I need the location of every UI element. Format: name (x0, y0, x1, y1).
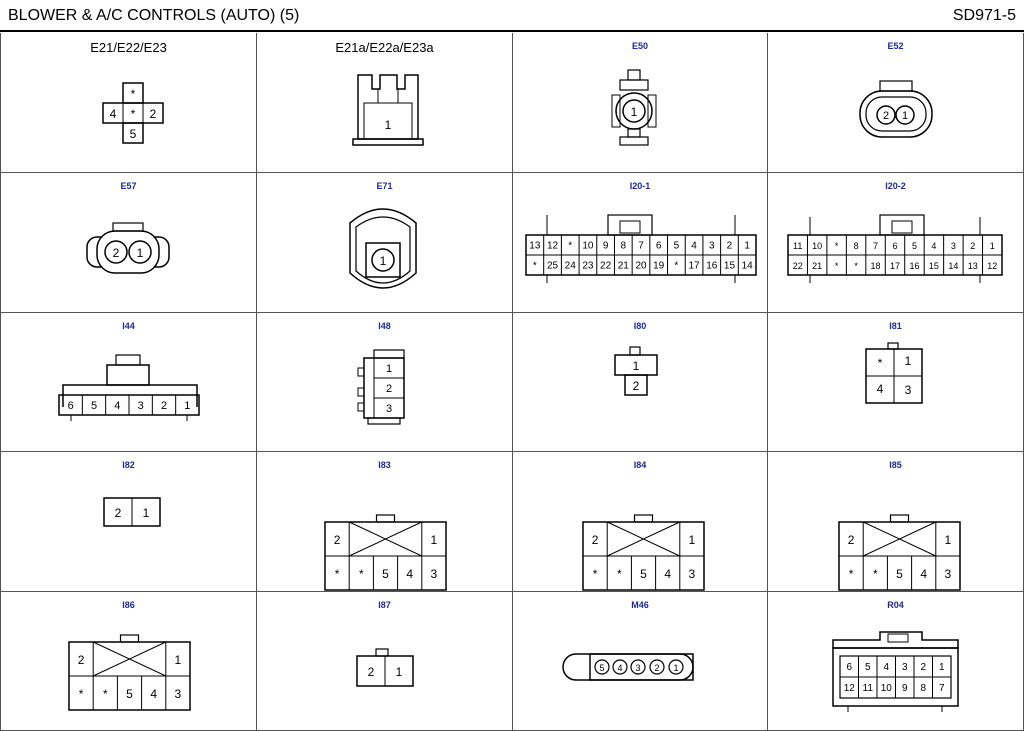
connector-label: E57 (120, 181, 137, 191)
pin-label: * (532, 260, 537, 272)
connector-label: E50 (631, 41, 648, 51)
pin-label: 22 (600, 260, 612, 272)
pin-label: 3 (385, 403, 393, 415)
connector-label: E71 (376, 181, 393, 191)
pin-label: 3 (635, 663, 641, 673)
connector-cell (513, 313, 768, 452)
pin-label: 3 (950, 241, 956, 251)
pin-label: 4 (406, 567, 414, 581)
pin-label: 3 (430, 567, 438, 581)
connector-cell (0, 33, 257, 173)
pin-label: 1 (904, 354, 912, 368)
connector-label: E21a/E22a/E23a (335, 40, 434, 55)
pin-label: 2 (920, 662, 927, 673)
pin-label: 5 (126, 687, 133, 701)
pin-label: 5 (911, 241, 917, 251)
pin-label: 4 (114, 400, 121, 412)
connector-cell (257, 33, 513, 173)
pin-label: 6 (655, 240, 662, 252)
connector-diagram (513, 592, 768, 731)
pin-label: 13 (967, 261, 978, 271)
connector-cell (513, 33, 768, 173)
pin-label: 9 (602, 240, 609, 252)
pin-label: * (334, 567, 340, 581)
pin-label: 5 (673, 240, 680, 252)
pin-label: 8 (620, 240, 627, 252)
pin-label: 17 (688, 260, 700, 272)
page-title: BLOWER & A/C CONTROLS (AUTO) (5) (8, 7, 300, 24)
pin-label: 4 (883, 662, 890, 673)
pin-label: 21 (617, 260, 629, 272)
connector-cell (768, 33, 1024, 173)
pin-label: 2 (632, 379, 640, 393)
connector-label: E21/E22/E23 (90, 40, 167, 55)
connector-label: I87 (378, 600, 391, 610)
pin-label: 2 (882, 110, 890, 122)
pin-label: 20 (635, 260, 647, 272)
connector-cell (768, 313, 1024, 452)
pin-label: 2 (654, 663, 660, 673)
pin-label: 4 (617, 663, 623, 673)
connector-cell (513, 452, 768, 592)
pin-label: 4 (920, 567, 928, 581)
connector-cell (0, 452, 257, 592)
pin-label: 5 (599, 663, 605, 673)
pin-label: 5 (864, 662, 871, 673)
connector-diagram (1, 592, 258, 731)
pin-label: 1 (384, 118, 392, 132)
pin-label: 1 (901, 110, 909, 122)
pin-label: 2 (114, 506, 122, 520)
pin-label: * (674, 260, 679, 272)
pin-label: * (130, 107, 136, 121)
connector-diagram (513, 33, 768, 173)
connector-cell (257, 592, 513, 731)
pin-label: 1 (632, 359, 640, 373)
pin-label: * (78, 687, 84, 701)
pin-label: 10 (880, 683, 892, 694)
pin-label: 1 (142, 506, 150, 520)
pin-label: * (568, 240, 573, 252)
pin-label: 7 (938, 683, 945, 694)
connector-diagram (257, 33, 513, 173)
pin-label: 11 (793, 241, 803, 251)
pin-label: 22 (792, 261, 803, 271)
connector-diagram (768, 173, 1024, 313)
pin-label: * (616, 567, 622, 581)
connector-label: I83 (378, 460, 391, 470)
diagram-code: SD971-5 (952, 7, 1016, 24)
connector-label: I80 (633, 321, 647, 331)
pin-label: 5 (90, 400, 98, 412)
pin-label: 9 (901, 683, 908, 694)
pin-label: 2 (367, 665, 375, 679)
pin-label: * (130, 87, 136, 101)
pin-label: 5 (129, 127, 137, 141)
pin-label: 1 (385, 363, 393, 375)
connector-label: I82 (122, 460, 135, 470)
connector-cell (257, 173, 513, 313)
pin-label: 1 (395, 665, 403, 679)
pin-label: 1 (938, 662, 945, 673)
connector-label: I20-1 (629, 181, 651, 191)
pin-label: 4 (876, 382, 884, 396)
connector-diagram (257, 452, 513, 592)
pin-label: 1 (174, 653, 182, 667)
pin-label: 5 (896, 567, 903, 581)
pin-label: 3 (708, 240, 715, 252)
pin-label: 4 (931, 241, 937, 251)
connector-cell (0, 592, 257, 731)
pin-label: 2 (333, 533, 341, 547)
pin-label: * (848, 567, 854, 581)
connector-label: I86 (122, 600, 135, 610)
pin-label: 25 (546, 260, 559, 272)
pin-label: 6 (67, 400, 74, 412)
connector-diagram (768, 33, 1024, 173)
pin-label: 12 (987, 261, 998, 271)
pin-label: 4 (150, 687, 158, 701)
connector-diagram (768, 592, 1024, 731)
connector-cell (0, 313, 257, 452)
pin-label: 15 (723, 260, 736, 272)
pin-label: 6 (846, 662, 853, 673)
connector-cell (0, 173, 257, 313)
pin-label: 2 (970, 241, 976, 251)
pin-label: 19 (653, 260, 665, 272)
pin-label: 2 (77, 653, 85, 667)
connector-diagram (1, 33, 258, 173)
connector-cell (257, 313, 513, 452)
connector-grid (0, 33, 1024, 731)
pin-label: 14 (741, 260, 753, 272)
connector-label: I48 (378, 321, 391, 331)
pin-label: 8 (853, 241, 859, 251)
connector-label: R04 (887, 600, 904, 610)
pin-label: 2 (385, 383, 393, 395)
pin-label: 3 (944, 567, 952, 581)
connector-diagram (257, 173, 513, 313)
pin-label: * (592, 567, 598, 581)
pin-label: 1 (989, 241, 995, 251)
pin-label: 7 (638, 240, 644, 252)
pin-label: * (877, 356, 883, 370)
connector-cell (768, 452, 1024, 592)
pin-label: 18 (870, 261, 881, 271)
connector-diagram (257, 313, 513, 452)
pin-label: 17 (889, 261, 901, 271)
pin-label: 1 (744, 240, 750, 252)
pin-label: 14 (948, 261, 959, 271)
connector-cell (513, 173, 768, 313)
pin-label: * (102, 687, 108, 701)
pin-label: 8 (920, 683, 927, 694)
pin-label: 15 (928, 261, 939, 271)
connector-diagram (768, 452, 1024, 592)
connector-label: I44 (122, 321, 135, 331)
pin-label: 5 (640, 567, 647, 581)
pin-label: 1 (136, 246, 144, 260)
pin-label: 1 (673, 663, 679, 673)
pin-label: * (854, 261, 858, 271)
pin-label: 3 (688, 567, 696, 581)
pin-label: * (834, 261, 839, 271)
pin-label: 2 (847, 533, 855, 547)
pin-label: 4 (109, 107, 117, 121)
pin-label: 1 (688, 533, 696, 547)
connector-diagram (513, 173, 768, 313)
connector-diagram (1, 452, 258, 592)
pin-label: 3 (904, 383, 912, 397)
pin-label: * (872, 567, 878, 581)
connector-label: I85 (889, 460, 902, 470)
connector-diagram (257, 592, 513, 731)
connector-cell (768, 173, 1024, 313)
pin-label: 23 (582, 260, 594, 272)
pin-label: 24 (564, 260, 576, 272)
pin-label: 10 (812, 241, 823, 251)
connector-diagram (513, 452, 768, 592)
pin-label: 3 (174, 687, 182, 701)
connector-label: I81 (889, 321, 902, 331)
connector-diagram (1, 313, 258, 452)
pin-label: 21 (812, 261, 823, 271)
connector-diagram (1, 173, 258, 313)
connector-diagram (768, 313, 1024, 452)
pin-label: 12 (546, 240, 559, 252)
pin-label: 1 (944, 533, 952, 547)
pin-label: 1 (630, 105, 638, 119)
connector-diagram (513, 313, 768, 452)
pin-label: 7 (873, 241, 879, 251)
pin-label: 1 (430, 533, 438, 547)
pin-label: 6 (892, 241, 898, 251)
connector-cell (768, 592, 1024, 731)
pin-label: 12 (843, 683, 855, 694)
pin-label: 16 (706, 260, 718, 272)
pin-label: 2 (591, 533, 599, 547)
connector-label: E52 (887, 41, 904, 51)
pin-label: 3 (137, 400, 144, 412)
pin-label: 11 (862, 683, 873, 694)
pin-label: 3 (901, 662, 908, 673)
pin-label: 5 (382, 567, 389, 581)
connector-label: I84 (633, 460, 647, 470)
pin-label: 1 (379, 254, 387, 268)
pin-label: 2 (149, 107, 157, 121)
pin-label: * (834, 241, 839, 251)
connector-cell (513, 592, 768, 731)
pin-label: 4 (664, 567, 672, 581)
pin-label: 13 (529, 240, 541, 252)
pin-label: 1 (184, 400, 191, 412)
pin-label: * (358, 567, 364, 581)
pin-label: 10 (582, 240, 594, 252)
connector-cell (257, 452, 513, 592)
pin-label: 2 (726, 240, 733, 252)
page-header (0, 0, 1024, 32)
connector-label: I20-2 (885, 181, 906, 191)
pin-label: 4 (691, 240, 697, 252)
pin-label: 2 (112, 246, 120, 260)
connector-label: M46 (631, 600, 649, 610)
pin-label: 2 (160, 400, 168, 412)
pin-label: 16 (909, 261, 920, 271)
